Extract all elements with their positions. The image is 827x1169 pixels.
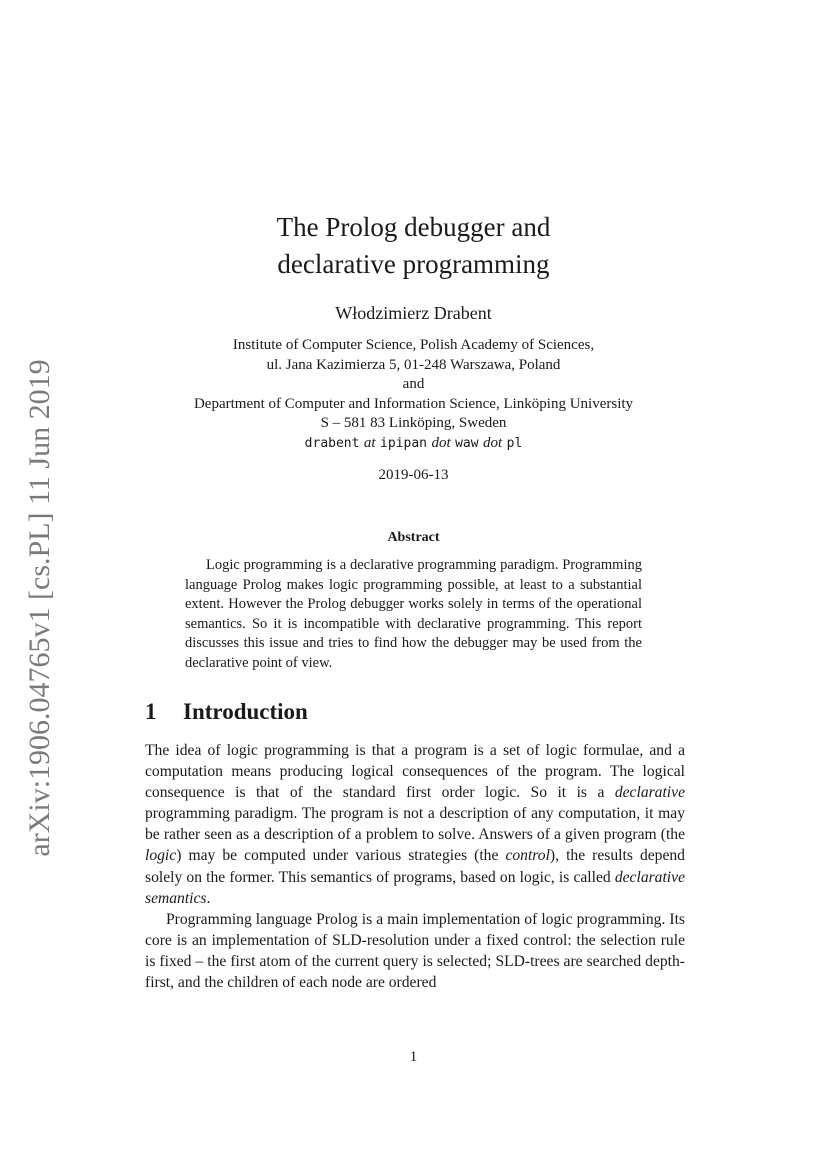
affiliation-line: S – 581 83 Linköping, Sweden [320, 415, 507, 431]
section-title: Introduction [183, 699, 308, 724]
title-line-1: The Prolog debugger and [276, 212, 551, 242]
paragraph [145, 740, 685, 909]
body-text [145, 740, 685, 993]
page-number: 1 [409, 1049, 418, 1065]
email-host: ipipan [380, 436, 428, 451]
paragraph: Programming language Prolog is a main implementation of logic programming. Its core is an implementation of SLD-resolution under a fixed control: the selection rule is fixed – the first atom of the current query is selected; SLD-trees are searched depth-first, and the children of each node are ordered [145, 910, 685, 992]
emphasis: declarative [614, 784, 685, 802]
title-line-2: declarative programming [277, 249, 550, 279]
text-run: The idea of logic programming is that a program is a set of logic formulae, and a computation means producing logical consequences of the program. The logical consequence is that of the standard first order logic. So it is a [145, 742, 685, 802]
affiliation-line: Department of Computer and Information Science, Linköping University [193, 395, 634, 412]
affiliation-line: ul. Jana Kazimierza 5, 01-248 Warszawa, Poland [266, 356, 561, 373]
email-user: drabent [304, 436, 360, 451]
text-run: . [206, 889, 211, 907]
affiliation-line: Institute of Computer Science, Polish Academy of Sciences, [232, 337, 595, 353]
arxiv-identifier-stamp: arXiv:1906.04765v1 [cs.PL] 11 Jun 2019 [23, 359, 56, 857]
paper-date: 2019-06-13 [378, 467, 449, 483]
email-dot: dot [431, 435, 451, 451]
email-tld: pl [506, 436, 523, 451]
email-at: at [363, 435, 376, 451]
text-run: programming paradigm. The program is not a description of any computation, it may be rather seen as a description of a problem to solve. Answers of a given program (the [145, 805, 685, 844]
section-heading [145, 699, 308, 725]
author-email [0, 435, 827, 452]
emphasis: logic [145, 847, 177, 865]
affiliation-line: and [402, 376, 425, 392]
email-dot: dot [483, 435, 503, 451]
abstract-text: Logic programming is a declarative programming paradigm. Programming language Prolog makes logic programming possible, at least to a substantial extent. However the Prolog debugger works solely in terms of the operational semantics. So it is incompatible with declarative programming. This report discusses this issue and tries to find how the debugger may be used from the declarative point of view. [185, 557, 642, 671]
abstract-heading: Abstract [387, 530, 440, 545]
emphasis: declarative semantics [145, 868, 685, 907]
text-run: ) may be computed under various strategies (the [176, 847, 506, 865]
author-name: Włodzimierz Drabent [335, 303, 492, 323]
text-run: ), the results depend solely on the former. This semantics of programs, based on logic, is called [145, 847, 685, 886]
emphasis: control [505, 847, 550, 865]
section-number: 1 [145, 699, 157, 724]
paper-title [0, 209, 827, 283]
email-domain: waw [455, 436, 479, 451]
affiliations [0, 336, 827, 434]
